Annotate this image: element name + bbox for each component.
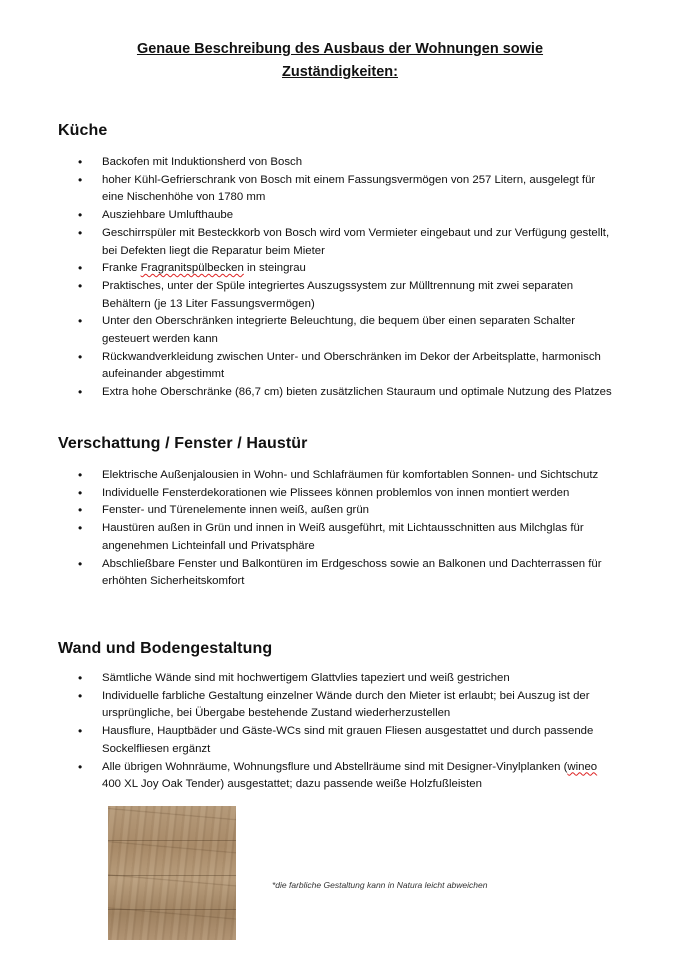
list-item: • Praktisches, unter der Spüle integriertes Auszugssystem zur Mülltrennung mit zwei separaten Behältern (je 13 Liter Fassungsvermögen) xyxy=(78,278,618,313)
list-item: • Haustüren außen in Grün und innen in Weiß ausgeführt, mit Lichtausschnitten aus Milchglas für angenehmen Lichteinfall und Privatsphäre xyxy=(78,520,618,555)
list-item: • Backofen mit Induktionsherd von Bosch xyxy=(78,154,618,172)
list-item: • Extra hohe Oberschränke (86,7 cm) bieten zusätzlichen Stauraum und optimale Nutzung des Platzes xyxy=(78,384,618,402)
list-item: • Unter den Oberschränken integrierte Beleuchtung, die bequem über einen separaten Schalter gesteuert werden kann xyxy=(78,313,618,348)
title-line-2: Zuständigkeiten: xyxy=(281,64,398,80)
section-heading-kueche: Küche xyxy=(58,122,108,139)
list-item: • Abschließbare Fenster und Balkontüren im Erdgeschoss sowie an Balkonen und Dachterrassen für erhöhten Sicherheitskomfort xyxy=(78,556,618,591)
color-disclaimer-note: *die farbliche Gestaltung kann in Natura leicht abweichen xyxy=(272,880,488,890)
title-line-1: Genaue Beschreibung des Ausbaus der Wohnungen sowie xyxy=(136,41,544,57)
list-item: • Sämtliche Wände sind mit hochwertigem Glattvlies tapeziert und weiß gestrichen xyxy=(78,670,618,688)
list-item: • Individuelle Fensterdekorationen wie Plissees können problemlos von innen montiert werden xyxy=(78,485,618,503)
list-item: • Elektrische Außenjalousien in Wohn- und Schlafräumen für komfortablen Sonnen- und Sichtschutz xyxy=(78,467,618,485)
list-item: • Hausflure, Hauptbäder und Gäste-WCs sind mit grauen Fliesen ausgestattet und durch passende Sockelfliesen ergänzt xyxy=(78,723,618,758)
list-item: • Fenster- und Türenelemente innen weiß, außen grün xyxy=(78,502,618,520)
list-item: • Geschirrspüler mit Besteckkorb von Bosch wird vom Vermieter eingebaut und zur Verfügung gestellt, bei Defekten liegt die Reparatur beim Mieter xyxy=(78,225,618,260)
spellcheck-flagged-word: Fragranitspülbecken xyxy=(140,262,244,275)
kueche-list xyxy=(78,154,618,402)
spellcheck-flagged-word: wineo xyxy=(567,760,598,773)
list-item: • hoher Kühl-Gefrierschrank von Bosch mit einem Fassungsvermögen von 257 Litern, ausgelegt für eine Nischenhöhe von 1780 mm xyxy=(78,172,618,207)
list-item: • Individuelle farbliche Gestaltung einzelner Wände durch den Mieter ist erlaubt; bei Auszug ist der ursprüngliche, bei Übergabe bestehende Zustand wiederherzustellen xyxy=(78,688,618,723)
list-item: • Franke Fragranitspülbecken in steingrau xyxy=(78,260,618,278)
list-item: • Rückwandverkleidung zwischen Unter- und Oberschränken im Dekor der Arbeitsplatte, harmonisch aufeinander abgestimmt xyxy=(78,349,618,384)
verschattung-list xyxy=(78,467,618,591)
section-heading-verschattung: Verschattung / Fenster / Haustür xyxy=(58,435,308,452)
list-item: • Alle übrigen Wohnräume, Wohnungsflure und Abstellräume sind mit Designer-Vinylplanken (wineo 400 XL Joy Oak Tender) ausgestattet; dazu passende weiße Holzfußleisten xyxy=(78,759,618,794)
wood-floor-sample-image xyxy=(108,806,236,940)
list-item: • Ausziehbare Umlufthaube xyxy=(78,207,618,225)
section-heading-wand-boden: Wand und Bodengestaltung xyxy=(58,640,273,657)
document-title xyxy=(80,38,600,84)
wand-boden-list xyxy=(78,670,618,794)
